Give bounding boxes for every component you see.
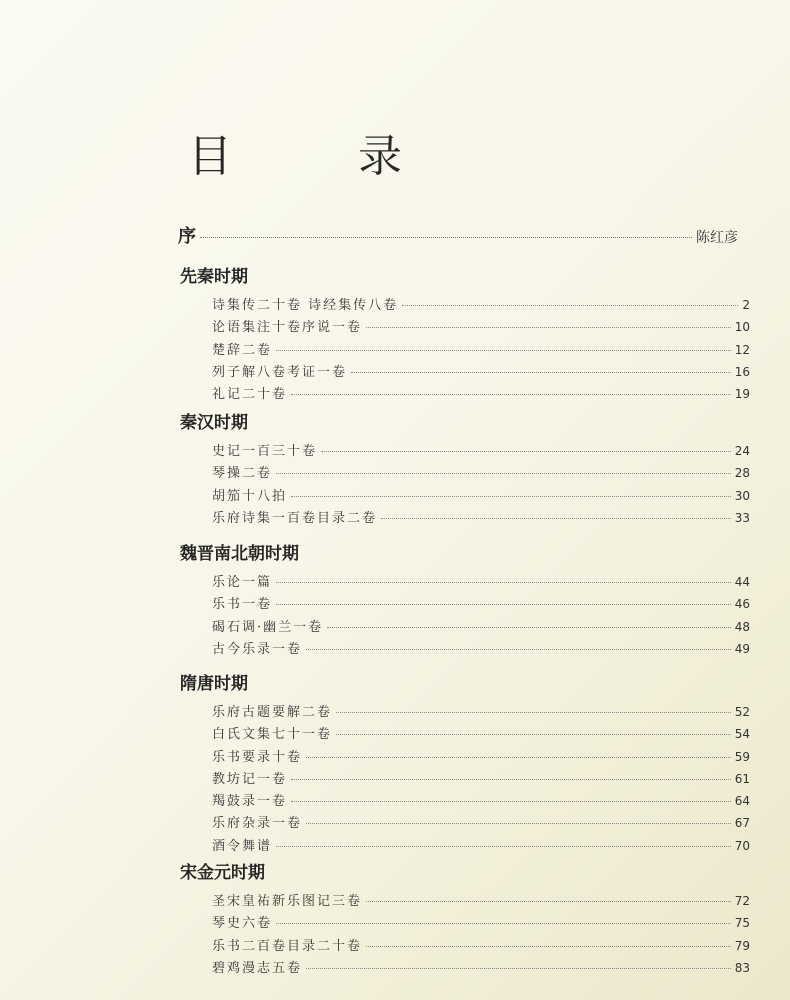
entry-title: 乐书一卷 (212, 597, 273, 613)
entry-title: 碧鸡漫志五卷 (212, 960, 303, 976)
dot-leader (366, 901, 731, 902)
dot-leader (276, 846, 731, 847)
dot-leader (291, 496, 731, 497)
dot-leader (366, 946, 731, 947)
section-title: 隋唐时期 (180, 674, 248, 694)
toc-entry[interactable] (180, 383, 750, 405)
page-number: 44 (734, 575, 750, 589)
page-number: 72 (734, 894, 750, 908)
toc-entry[interactable] (180, 701, 750, 723)
page-number: 2 (742, 298, 750, 312)
dot-leader (306, 757, 731, 758)
entry-title: 楚辞二卷 (212, 342, 273, 358)
toc-entry[interactable] (180, 316, 750, 338)
toc-entry[interactable] (180, 957, 750, 979)
page-number: 19 (734, 387, 750, 402)
toc-section-sui-tang (180, 673, 750, 857)
entry-title: 琴操二卷 (212, 466, 273, 482)
section-title: 魏晋南北朝时期 (180, 544, 299, 564)
toc-entry[interactable] (180, 935, 750, 957)
dot-leader (351, 372, 731, 373)
page-number: 46 (734, 597, 750, 612)
page-number: 79 (734, 938, 750, 953)
page-number: 83 (734, 960, 750, 975)
dot-leader (402, 305, 738, 306)
entry-title: 琴史六卷 (212, 916, 273, 932)
toc-entry[interactable] (180, 339, 750, 361)
entry-title: 诗集传二十卷 诗经集传八卷 (212, 298, 399, 313)
page-number: 33 (734, 510, 750, 525)
page-number: 12 (734, 342, 750, 357)
page-number: 70 (734, 838, 750, 853)
preface-author: 陈红彦 (696, 230, 738, 246)
page-number: 59 (734, 749, 750, 764)
toc-entry[interactable] (180, 294, 750, 316)
dot-leader (200, 237, 692, 238)
toc-entry[interactable] (180, 571, 750, 593)
entry-title: 乐论一篇 (212, 575, 273, 590)
dot-leader (306, 968, 731, 969)
toc-entry[interactable] (180, 746, 750, 768)
page-number: 28 (734, 466, 750, 481)
dot-leader (336, 734, 731, 735)
section-title: 秦汉时期 (180, 413, 248, 433)
dot-leader (321, 451, 731, 452)
page-number: 52 (734, 705, 750, 719)
dot-leader (327, 627, 731, 628)
toc-entry[interactable] (180, 440, 750, 462)
dot-leader (306, 649, 731, 650)
dot-leader (306, 823, 731, 824)
toc-entry[interactable] (180, 616, 750, 638)
page-number: 16 (734, 364, 750, 379)
page-number: 24 (734, 444, 750, 458)
dot-leader (291, 779, 731, 780)
toc-entry[interactable] (180, 462, 750, 484)
toc-entry[interactable] (180, 507, 750, 529)
entry-title: 乐书要录十卷 (212, 749, 303, 765)
toc-entry[interactable] (180, 890, 750, 912)
dot-leader (336, 712, 731, 713)
dot-leader (276, 582, 731, 583)
toc-entry[interactable] (180, 768, 750, 790)
toc-entry[interactable] (180, 835, 750, 857)
page-number: 48 (734, 619, 750, 634)
entry-title: 乐书二百卷目录二十卷 (212, 938, 363, 954)
toc-entry[interactable] (180, 912, 750, 934)
toc-section-qin-han (180, 412, 750, 529)
page-number: 75 (734, 916, 750, 931)
page-number: 64 (734, 794, 750, 809)
entry-title: 列子解八卷考证一卷 (212, 364, 348, 380)
entry-title: 羯鼓录一卷 (212, 794, 288, 810)
dot-leader (276, 923, 731, 924)
toc-entry[interactable] (180, 723, 750, 745)
dot-leader (291, 394, 731, 395)
toc-section-wei-jin (180, 543, 750, 660)
toc-entry[interactable] (180, 790, 750, 812)
entry-title: 白氏文集七十一卷 (212, 727, 333, 743)
page-number: 49 (734, 641, 750, 656)
entry-title: 碣石调·幽兰一卷 (212, 619, 324, 635)
entry-title: 古今乐录一卷 (212, 641, 303, 657)
toc-entry[interactable] (180, 361, 750, 383)
toc-entry[interactable] (180, 812, 750, 834)
entry-title: 乐府古题要解二卷 (212, 705, 333, 720)
page-number: 61 (734, 771, 750, 786)
preface-label: 序 (178, 226, 196, 247)
page-number: 10 (734, 320, 750, 335)
entry-title: 圣宋皇祐新乐图记三卷 (212, 894, 363, 909)
page-number: 67 (734, 816, 750, 831)
dot-leader (291, 801, 731, 802)
dot-leader (366, 327, 731, 328)
toc-entry[interactable] (180, 593, 750, 615)
page-number: 54 (734, 727, 750, 742)
toc-entry[interactable] (180, 638, 750, 660)
entry-title: 史记一百三十卷 (212, 444, 318, 459)
toc-entry[interactable] (180, 485, 750, 507)
toc-section-song-jin-yuan (180, 862, 750, 979)
dot-leader (276, 473, 731, 474)
page-number: 30 (734, 488, 750, 503)
toc-preface-entry[interactable] (178, 222, 738, 248)
entry-title: 教坊记一卷 (212, 771, 288, 787)
toc-section-pre-qin (180, 266, 750, 405)
dot-leader (381, 518, 731, 519)
section-title: 先秦时期 (180, 267, 248, 287)
entry-title: 礼记二十卷 (212, 387, 288, 403)
dot-leader (276, 604, 731, 605)
section-title: 宋金元时期 (180, 863, 265, 883)
page-title: 目 录 (188, 131, 458, 182)
entry-title: 酒令舞谱 (212, 838, 273, 854)
dot-leader (276, 350, 731, 351)
entry-title: 乐府诗集一百卷目录二卷 (212, 510, 378, 526)
entry-title: 乐府杂录一卷 (212, 816, 303, 832)
entry-title: 论语集注十卷序说一卷 (212, 320, 363, 336)
entry-title: 胡笳十八拍 (212, 488, 288, 504)
